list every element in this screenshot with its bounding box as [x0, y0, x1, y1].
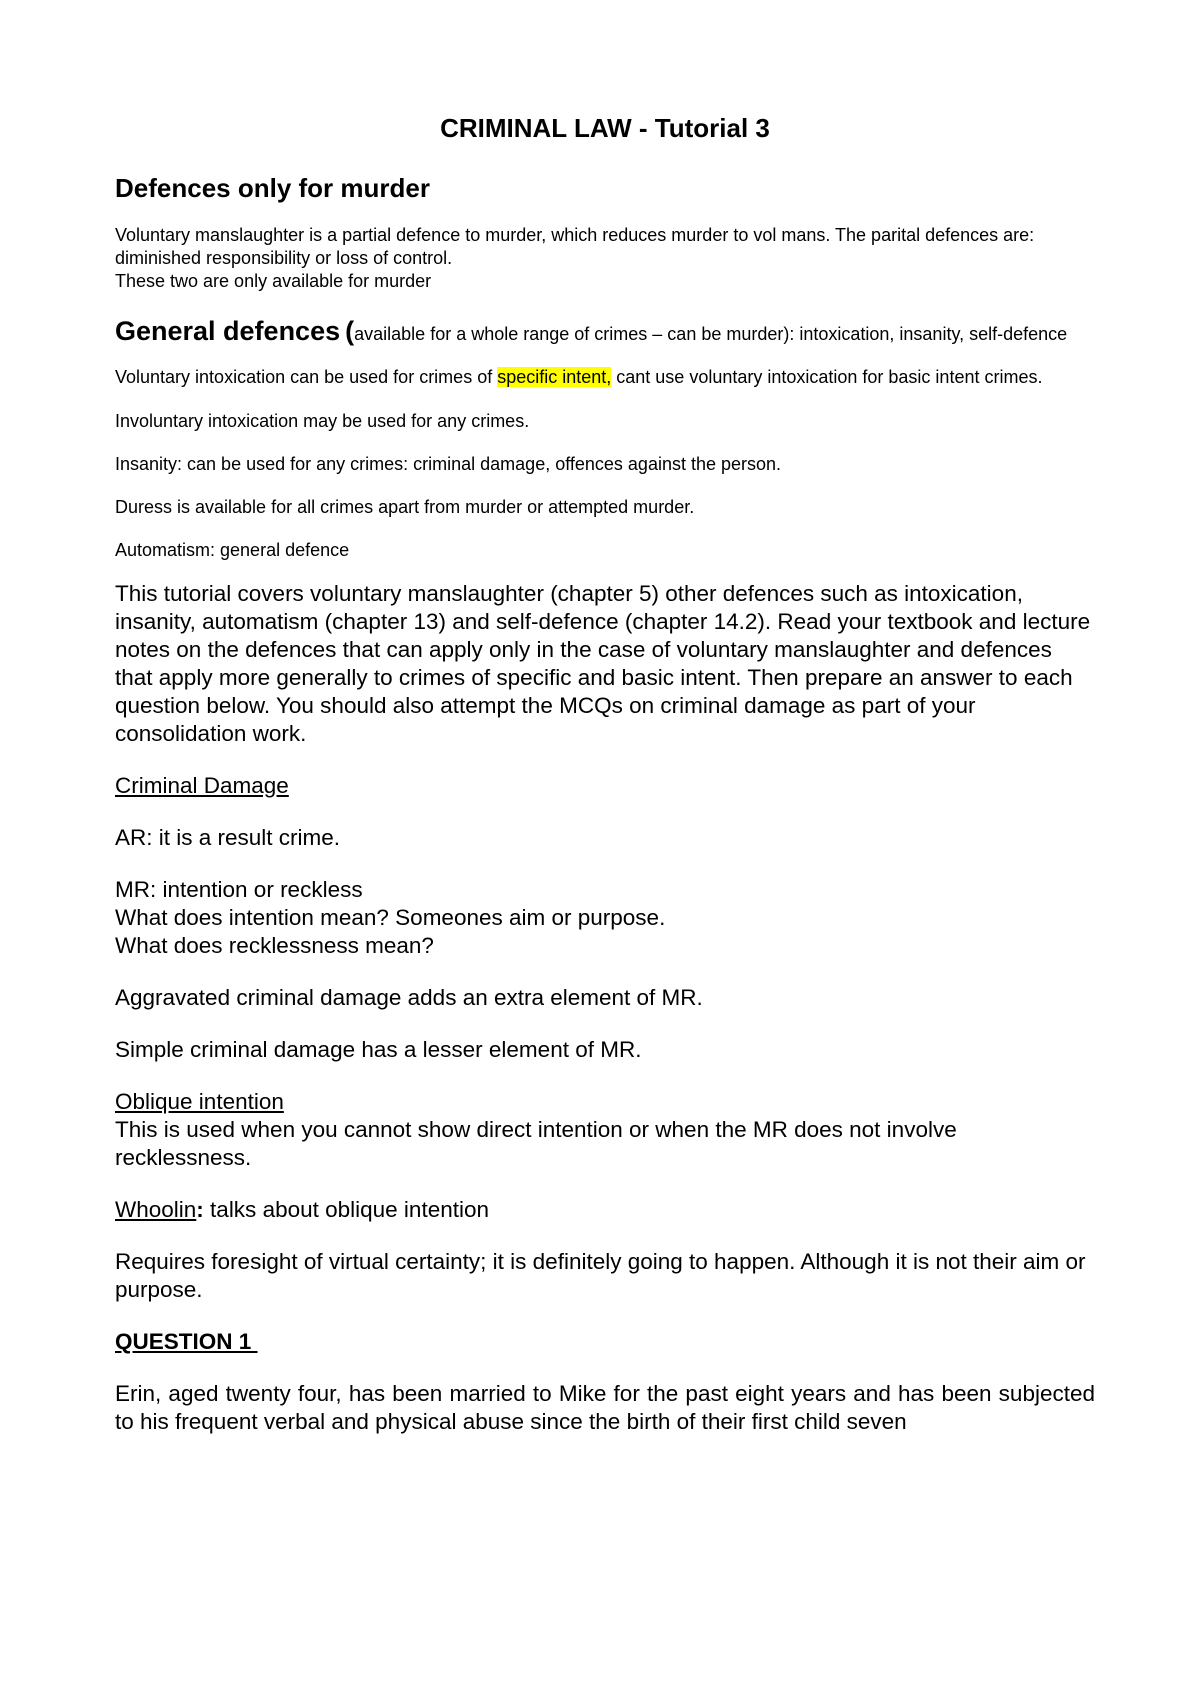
insanity-paragraph: Insanity: can be used for any crimes: criminal damage, offences against the person.	[115, 454, 782, 474]
recklessness-meaning-line: What does recklessness mean?	[115, 933, 434, 958]
whoolin-text: talks about oblique intention	[203, 1197, 490, 1222]
whoolin-paragraph	[115, 1196, 1095, 1224]
heading-defences-murder: Defences only for murder	[115, 173, 430, 203]
virtual-certainty-paragraph: Requires foresight of virtual certainty; it is definitely going to happen. Although it is not their aim or purpose.	[115, 1249, 1086, 1302]
general-defences-heading: General defences	[115, 316, 341, 346]
actus-reus-line: AR: it is a result crime.	[115, 825, 341, 850]
intox-after: cant use voluntary intoxication for basic intent crimes.	[611, 367, 1043, 387]
aggravated-damage-line: Aggravated criminal damage adds an extra element of MR.	[115, 985, 703, 1010]
mens-rea-line: MR: intention or reckless	[115, 877, 363, 902]
general-defences-paragraph	[115, 315, 1095, 350]
question-1-heading: QUESTION 1	[115, 1329, 258, 1354]
general-defences-text: available for a whole range of crimes – can be murder): intoxication, insanity, self-defence	[354, 324, 1068, 344]
oblique-intention-block	[115, 1088, 1095, 1172]
general-defences-paren: (	[345, 316, 355, 346]
oblique-intention-heading: Oblique intention	[115, 1089, 284, 1114]
whoolin-case-name: Whoolin	[115, 1197, 197, 1222]
simple-damage-line: Simple criminal damage has a lesser element of MR.	[115, 1037, 642, 1062]
tutorial-intro-paragraph: This tutorial covers voluntary manslaughter (chapter 5) other defences such as intoxication, insanity, automatism (chapter 13) and self-defence (chapter 14.2). Read your textbook and lecture notes on the defences that can apply only in the case of voluntary manslaughter and defences that apply more generally to crimes of specific and basic intent. Then prepare an answer to each question below. You should also attempt the MCQs on criminal damage as part of your consolidation work.	[115, 581, 1091, 746]
question-1-text: Erin, aged twenty four, has been married to Mike for the past eight years and has been subjected to his frequent verbal and physical abuse since the birth of their first child seven	[115, 1381, 1095, 1434]
intox-before: Voluntary intoxication can be used for crimes of	[115, 367, 498, 387]
whoolin-colon: :	[196, 1197, 204, 1222]
oblique-intention-text: This is used when you cannot show direct intention or when the MR does not involve recklessness.	[115, 1117, 957, 1170]
mens-rea-block	[115, 876, 1095, 960]
intention-meaning-line: What does intention mean? Someones aim or purpose.	[115, 905, 666, 930]
murder-paragraph	[115, 224, 1095, 293]
criminal-damage-heading: Criminal Damage	[115, 773, 289, 798]
murder-para-line2: These two are only available for murder	[115, 271, 432, 291]
duress-paragraph: Duress is available for all crimes apart from murder or attempted murder.	[115, 497, 695, 517]
document-body	[115, 112, 1095, 1436]
murder-para-line1: Voluntary manslaughter is a partial defence to murder, which reduces murder to vol mans. The parital defences are: diminished responsibility or loss of control.	[115, 225, 1035, 268]
document-title: CRIMINAL LAW - Tutorial 3	[440, 113, 770, 143]
specific-intent-highlight: specific intent,	[497, 367, 612, 387]
involuntary-intoxication-paragraph: Involuntary intoxication may be used for any crimes.	[115, 411, 530, 431]
voluntary-intoxication-paragraph	[115, 366, 1095, 389]
automatism-paragraph: Automatism: general defence	[115, 540, 350, 560]
